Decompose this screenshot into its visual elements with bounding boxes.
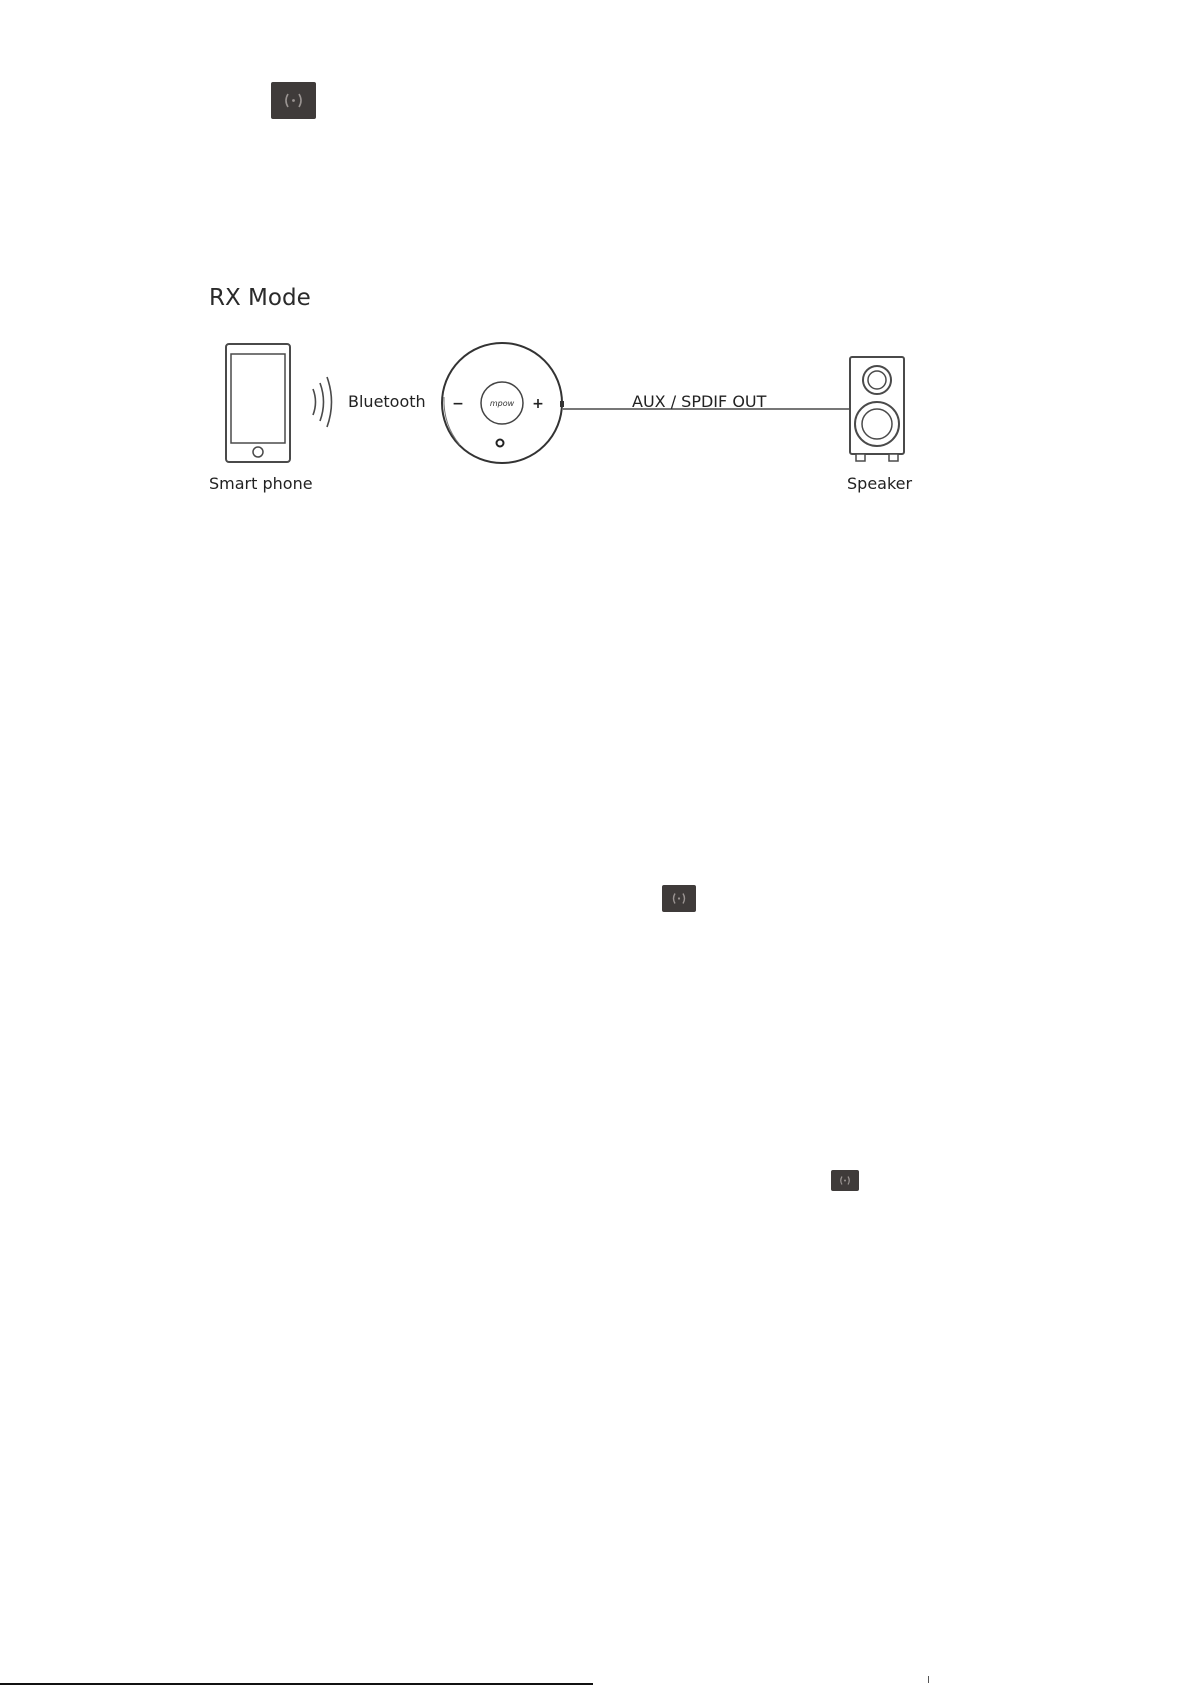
pair-symbol-icon (831, 1170, 859, 1191)
device-logo: mpow (489, 399, 515, 408)
volume-up-label: + (532, 396, 544, 412)
volume-down-label: − (452, 396, 464, 412)
speaker-icon (850, 357, 904, 461)
diagram-artwork (200, 285, 930, 500)
aux-label: AUX / SPDIF OUT (632, 392, 767, 411)
bluetooth-label: Bluetooth (348, 392, 426, 411)
pair-button-icon (831, 1170, 859, 1191)
rx-mode-diagram (200, 285, 930, 500)
speaker-label: Speaker (847, 474, 913, 493)
phone-label: Smart phone (209, 474, 313, 493)
wireless-signal-icon (313, 377, 332, 427)
pair-symbol-icon (271, 82, 316, 119)
smartphone-icon (226, 344, 290, 462)
page-mark (928, 1676, 929, 1683)
pair-button-icon (271, 82, 316, 119)
pair-symbol-icon (662, 885, 696, 912)
pair-button-icon (662, 885, 696, 912)
diagram-title: RX Mode (209, 285, 311, 311)
